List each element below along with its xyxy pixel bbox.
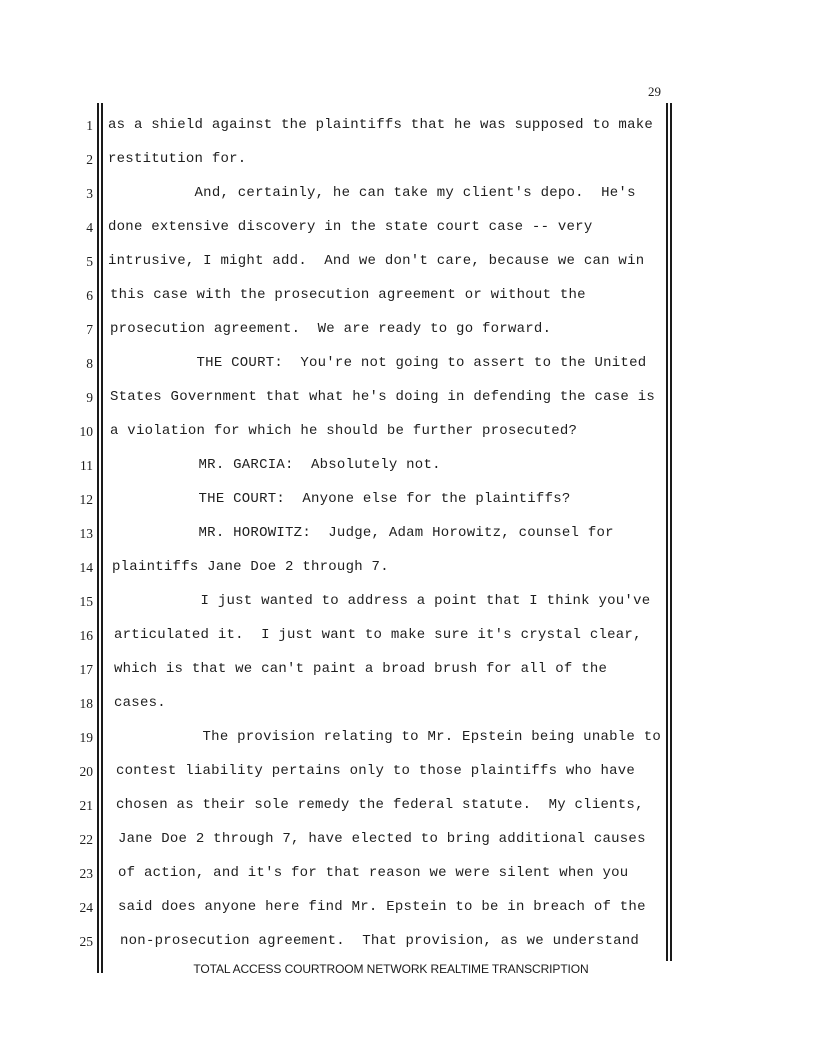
- line-number: 4: [86, 220, 93, 235]
- transcript-line: [0, 762, 816, 782]
- line-text: of action, and it's for that reason we were silent when you: [118, 865, 629, 881]
- line-number: 16: [79, 628, 93, 643]
- line-text: prosecution agreement. We are ready to go forward.: [110, 321, 552, 337]
- line-text: restitution for.: [108, 151, 247, 167]
- transcript-line: [0, 932, 816, 952]
- transcript-line: [0, 252, 816, 272]
- line-text: this case with the prosecution agreement or without the: [110, 287, 586, 303]
- line-text: And, certainly, he can take my client's depo. He's: [108, 185, 636, 201]
- page-number: 29: [648, 84, 661, 99]
- line-text: The provision relating to Mr. Epstein being unable to: [116, 729, 662, 745]
- line-text: which is that we can't paint a broad brush for all of the: [114, 661, 608, 677]
- line-number: 2: [86, 152, 93, 167]
- line-number: 18: [79, 696, 93, 711]
- transcript-line: [0, 422, 816, 442]
- line-number: 17: [79, 662, 93, 677]
- transcript-line: [0, 184, 816, 204]
- line-number: 19: [79, 730, 93, 745]
- line-number: 8: [86, 356, 93, 371]
- transcript-line: [0, 796, 816, 816]
- line-number: 11: [80, 458, 93, 473]
- transcript-line: [0, 694, 816, 714]
- transcript-line: [0, 728, 816, 748]
- line-number: 15: [79, 594, 93, 609]
- transcription-footer: TOTAL ACCESS COURTROOM NETWORK REALTIME TRANSCRIPTION: [193, 962, 589, 976]
- line-text: THE COURT: Anyone else for the plaintiffs?: [112, 491, 571, 507]
- line-number: 3: [86, 186, 93, 201]
- line-text: Jane Doe 2 through 7, have elected to bring additional causes: [118, 831, 646, 847]
- line-number: 7: [86, 322, 93, 337]
- line-number: 22: [79, 832, 93, 847]
- transcript-line: [0, 218, 816, 238]
- transcript-line: [0, 898, 816, 918]
- line-text: I just wanted to address a point that I think you've: [114, 593, 651, 609]
- line-number: 23: [79, 866, 93, 881]
- line-text: cases.: [114, 695, 166, 711]
- line-number: 12: [79, 492, 93, 507]
- transcript-line: [0, 524, 816, 544]
- line-number: 24: [79, 900, 93, 915]
- transcript-line: [0, 116, 816, 136]
- transcript-line: [0, 388, 816, 408]
- line-number: 6: [86, 288, 93, 303]
- line-number: 21: [79, 798, 93, 813]
- line-number: 1: [86, 118, 93, 133]
- transcript-line: [0, 830, 816, 850]
- line-number: 25: [79, 934, 93, 949]
- line-text: as a shield against the plaintiffs that he was supposed to make: [108, 117, 654, 133]
- transcript-line: [0, 320, 816, 340]
- line-text: MR. GARCIA: Absolutely not.: [112, 457, 441, 473]
- line-text: done extensive discovery in the state court case -- very: [108, 219, 593, 235]
- line-text: States Government that what he's doing in defending the case is: [110, 389, 656, 405]
- transcript-line: [0, 150, 816, 170]
- transcript-line: [0, 354, 816, 374]
- line-text: non-prosecution agreement. That provision, as we understand: [120, 933, 640, 949]
- line-text: MR. HOROWITZ: Judge, Adam Horowitz, counsel for: [112, 525, 614, 541]
- transcript-line: [0, 456, 816, 476]
- transcript-line: [0, 864, 816, 884]
- line-number: 5: [86, 254, 93, 269]
- line-number: 13: [79, 526, 93, 541]
- transcript-line: [0, 490, 816, 510]
- transcript-line: [0, 558, 816, 578]
- line-number: 14: [79, 560, 93, 575]
- line-number: 9: [86, 390, 93, 405]
- line-text: said does anyone here find Mr. Epstein to be in breach of the: [118, 899, 646, 915]
- line-number: 10: [79, 424, 93, 439]
- line-text: contest liability pertains only to those plaintiffs who have: [116, 763, 636, 779]
- line-text: a violation for which he should be further prosecuted?: [110, 423, 578, 439]
- transcript-line: [0, 592, 816, 612]
- transcript-line: [0, 286, 816, 306]
- line-text: chosen as their sole remedy the federal statute. My clients,: [116, 797, 644, 813]
- line-text: intrusive, I might add. And we don't care, because we can win: [108, 253, 645, 269]
- line-text: THE COURT: You're not going to assert to the United: [110, 355, 647, 371]
- line-number: 20: [79, 764, 93, 779]
- transcript-line: [0, 626, 816, 646]
- line-text: articulated it. I just want to make sure it's crystal clear,: [114, 627, 642, 643]
- transcript-line: [0, 660, 816, 680]
- line-text: plaintiffs Jane Doe 2 through 7.: [112, 559, 389, 575]
